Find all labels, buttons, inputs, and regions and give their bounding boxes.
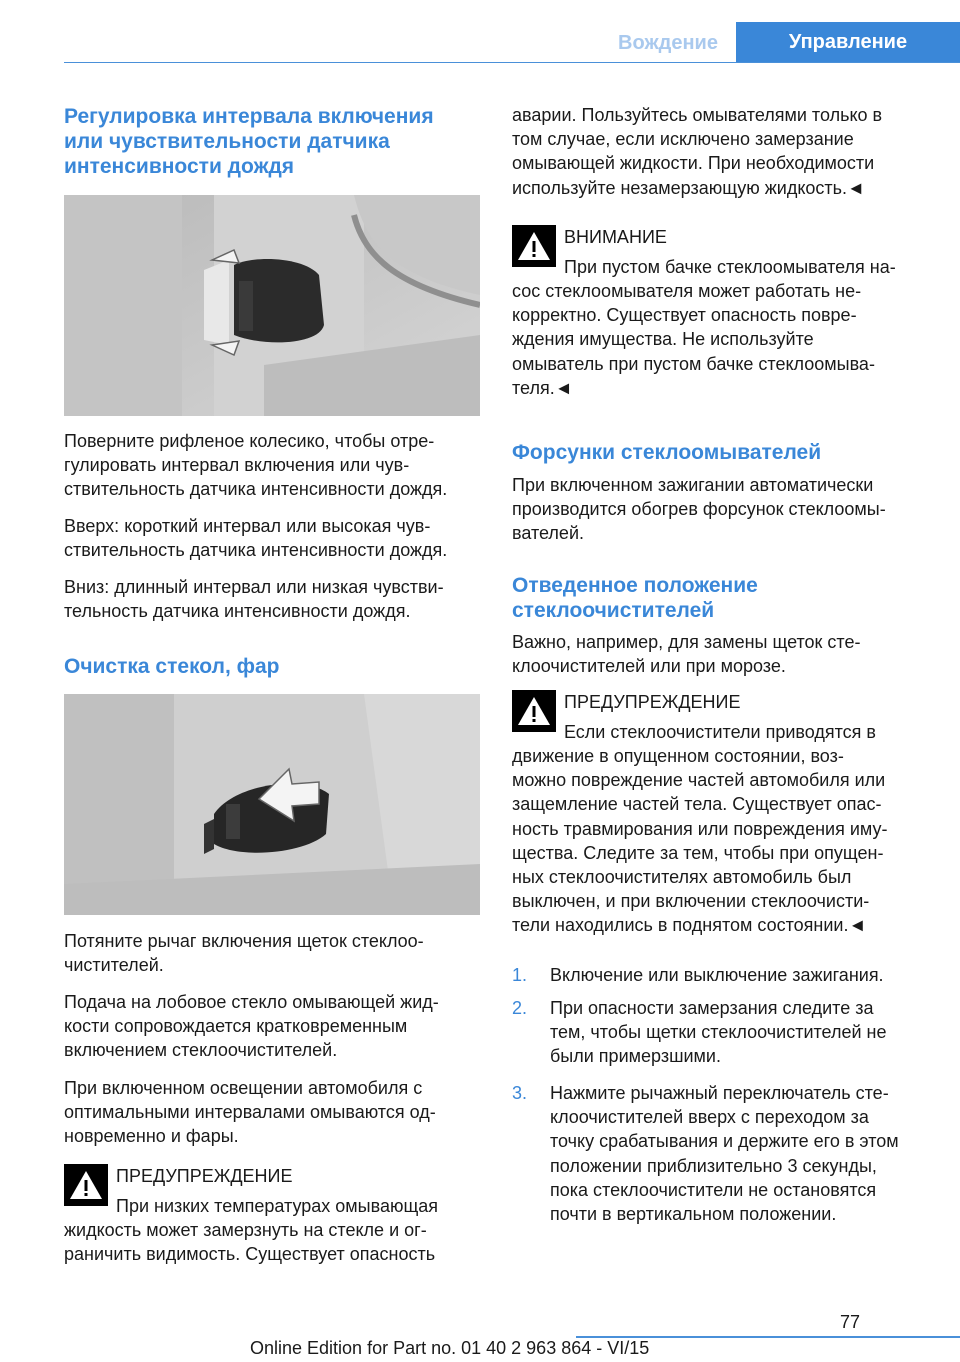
line: При включенном освещении автомобиля с	[64, 1078, 423, 1098]
step-number: 3.	[512, 1083, 528, 1103]
para-up	[64, 514, 480, 562]
warning-title: ВНИМАНИЕ	[564, 227, 667, 247]
line: ствительность датчика интенсивности дождя.	[64, 479, 448, 500]
para-pull-lever	[64, 929, 480, 977]
line: Вниз: длинный интервал или низкая чувстви-	[64, 577, 444, 597]
wiper-lever-illustration	[64, 694, 480, 915]
line: производится обогрев форсунок стеклоомы-	[512, 499, 886, 520]
tab-vozhdenie[interactable]: Вождение	[618, 31, 718, 54]
line: включением стеклоочистителей.	[64, 1040, 338, 1061]
line: клоочистителей вверх с переходом за	[550, 1107, 869, 1128]
line: тем, чтобы щетки стеклоочистителей не	[550, 1022, 887, 1043]
warning-text	[512, 744, 928, 938]
warning-icon	[512, 225, 556, 267]
line: можно повреждение частей автомобиля или	[512, 770, 886, 791]
photo-wiper-lever	[64, 694, 480, 915]
warning-icon	[512, 690, 556, 732]
line: ных стеклоочистителях автомобиль был	[512, 867, 852, 888]
step-number: 2.	[512, 998, 528, 1018]
line: Подача на лобовое стекло омывающей жид-	[64, 992, 439, 1012]
line: Важно, например, для замены щеток сте-	[512, 632, 861, 652]
page-number: 77	[840, 1312, 861, 1332]
line: раничить видимость. Существует опасность	[64, 1244, 436, 1265]
line: ствительность датчика интенсивности дождя.	[64, 540, 448, 561]
line: При включенном зажигании автоматически	[512, 475, 874, 495]
heading-interval: Регулировка интервала включения или чувствительности датчика интенсивности дождя	[64, 105, 434, 178]
warning-text	[64, 1218, 480, 1266]
para-folded-important	[512, 630, 928, 678]
line: почти в вертикальном положении.	[550, 1204, 837, 1225]
line: корректно. Существует опасность повре-	[512, 305, 857, 326]
warning-box-empty-tank	[512, 225, 928, 405]
line: Включение или выключение зажигания.	[550, 965, 884, 985]
footer-edition: Online Edition for Part no. 01 40 2 963 864 - VI/15	[250, 1338, 650, 1358]
photo-wiper-wheel	[64, 195, 480, 416]
line: новременно и фары.	[64, 1126, 239, 1147]
para-washer-fluid	[64, 990, 480, 1063]
line: тельность датчика интенсивности дождя.	[64, 601, 411, 622]
line: клоочистителей или при морозе.	[512, 656, 786, 677]
tab-upravlenie[interactable]: Управление	[736, 22, 960, 62]
warning-title: ПРЕДУПРЕЖДЕНИЕ	[564, 692, 741, 712]
line: чистителей.	[64, 955, 164, 976]
wiper-wheel-illustration	[64, 195, 480, 416]
line: выключен, и при включении стеклоочисти-	[512, 891, 870, 912]
line: стеклоочистителей	[512, 599, 715, 622]
line: Потяните рычаг включения щеток стеклоо-	[64, 931, 424, 951]
line: точку срабатывания и держите его в этом	[550, 1131, 899, 1152]
line: аварии. Пользуйтесь омывателями только в	[512, 105, 883, 125]
line: кости сопровождается кратковременным	[64, 1016, 408, 1037]
heading-folded-position	[512, 573, 928, 623]
warning-icon	[64, 1164, 108, 1206]
line: гулировать интервал включения или чув-	[64, 455, 410, 476]
line: были примерзшими.	[550, 1046, 721, 1067]
line: Вверх: короткий интервал или высокая чув-	[64, 516, 431, 536]
line: том случае, если исключено замерзание	[512, 129, 854, 150]
line: оптимальными интервалами омываются од-	[64, 1102, 436, 1123]
line: щества. Следите за тем, чтобы при опущен-	[512, 842, 884, 863]
para-rotate-wheel	[64, 429, 480, 502]
step-text	[550, 963, 930, 987]
step-number: 1.	[512, 965, 528, 985]
para-nozzles	[512, 473, 928, 546]
line: вателей.	[512, 523, 584, 544]
line: тели находились в поднятом состоянии.◄	[512, 915, 867, 936]
warning-text-first: При низких температурах омывающая	[116, 1196, 439, 1216]
para-headlights	[64, 1076, 480, 1149]
line: движение в опущенном состоянии, воз-	[512, 746, 844, 766]
line: Поверните рифленое колесико, чтобы отре-	[64, 431, 435, 451]
line: жидкость может замерзнуть на стекле и ог-	[64, 1220, 427, 1240]
line: ность травмирования или повреждения иму-	[512, 818, 888, 839]
para-down	[64, 575, 480, 623]
line: Отведенное положение	[512, 574, 758, 597]
line: сос стеклоомывателя может работать не-	[512, 281, 862, 301]
line: При опасности замерзания следите за	[550, 998, 874, 1018]
heading-nozzles: Форсунки стеклоомывателей	[512, 441, 822, 464]
warning-text	[512, 279, 928, 400]
step-text	[550, 996, 930, 1069]
line: положении приблизительно 3 секунды,	[550, 1155, 877, 1176]
heading-cleaning: Очистка стекол, фар	[64, 655, 280, 678]
warning-text-first: Если стеклоочистители приводятся в	[564, 722, 876, 742]
step-text	[550, 1081, 930, 1226]
header-rule	[64, 62, 960, 63]
warning-box-folded	[512, 690, 928, 950]
line: теля.◄	[512, 377, 573, 398]
para-accident-cont	[512, 103, 928, 200]
line: омывающей жидкости. При необходимости	[512, 153, 875, 174]
warning-text-first: При пустом бачке стеклоомывателя на-	[564, 257, 896, 277]
line: защемление частей тела. Существует опас-	[512, 794, 882, 815]
warning-box-freeze	[64, 1164, 480, 1284]
line: омыватель при пустом бачке стеклоомыва-	[512, 353, 875, 374]
line: используйте незамерзающую жидкость.◄	[512, 177, 865, 198]
warning-title: ПРЕДУПРЕЖДЕНИЕ	[116, 1166, 293, 1186]
line: ждения имущества. Не используйте	[512, 329, 814, 350]
line: Нажмите рычажный переключатель сте-	[550, 1083, 889, 1103]
line: пока стеклоочистители не остановятся	[550, 1179, 877, 1200]
